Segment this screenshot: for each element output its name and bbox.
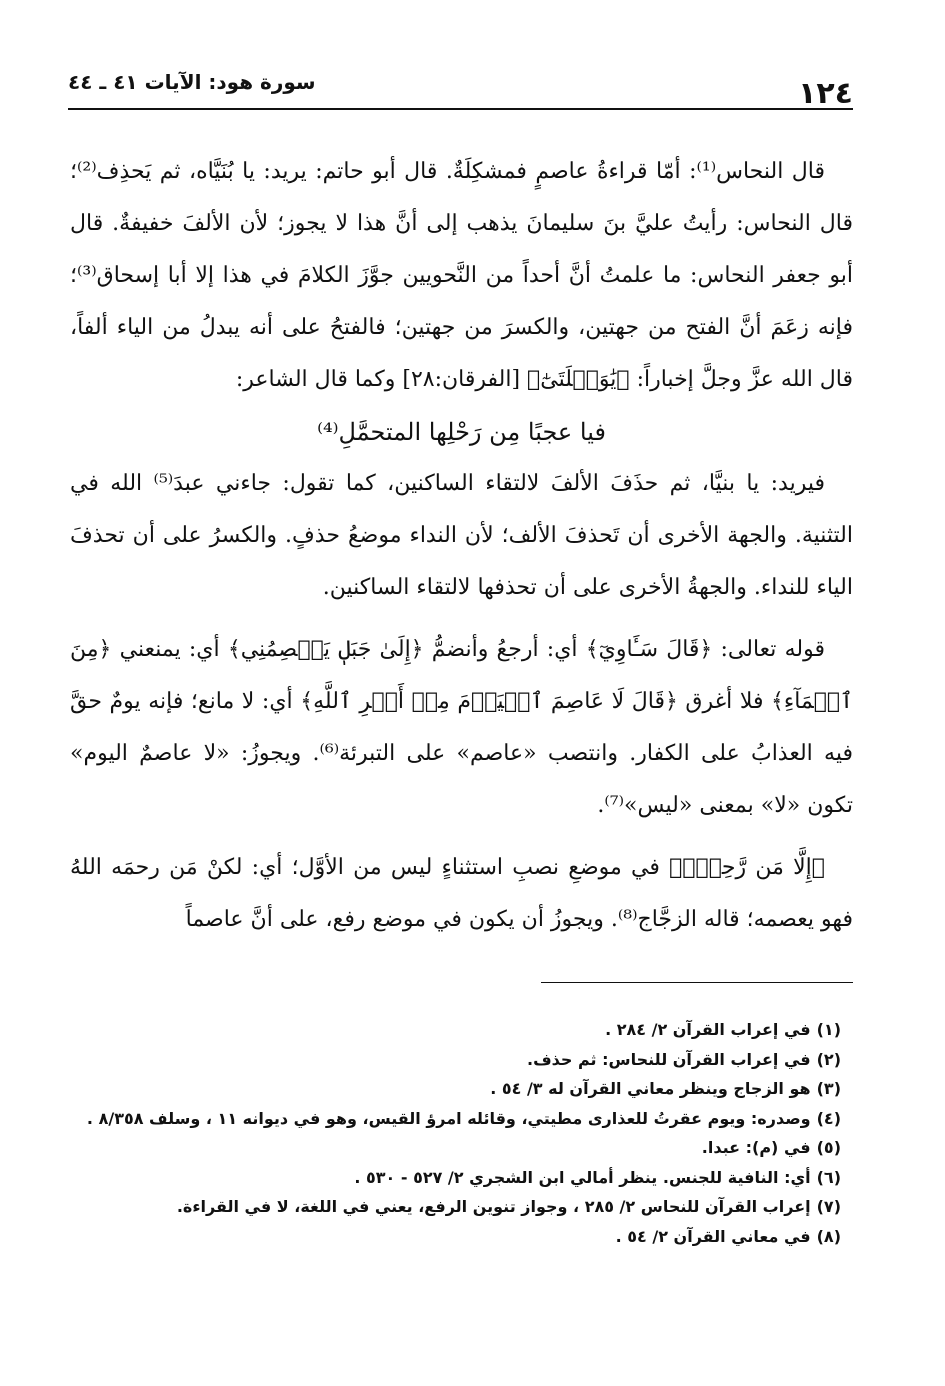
- footnotes: [70, 1015, 841, 1251]
- footnote-item: [70, 1045, 841, 1075]
- footnote-number: (٨): [816, 1226, 841, 1246]
- poetry-verse: فيا عجبًا مِن رَحْلِها المتحمَّلِ⁽⁴⁾: [317, 418, 606, 446]
- footnote-separator: [541, 982, 853, 983]
- footnote-item: [70, 1133, 841, 1163]
- running-title: سورة هود: الآيات ٤١ ـ ٤٤: [68, 70, 316, 94]
- footnote-number: (٥): [816, 1138, 841, 1157]
- page-number: ١٢٤: [798, 76, 853, 111]
- footnote-text: في معاني القرآن ٢/ ٥٤ .: [615, 1226, 811, 1246]
- footnote-text: في إعراب القرآن ٢/ ٢٨٤ .: [605, 1020, 811, 1039]
- footnote-text: في (م): عبدا.: [701, 1138, 811, 1157]
- footnote-item: [70, 1222, 841, 1252]
- footnote-text: إعراب القرآن للنحاس ٢/ ٢٨٥ ، وجواز تنوين الرفع، يعني في اللغة، لا في القراءة.: [176, 1197, 811, 1216]
- page-header: [68, 70, 853, 110]
- paragraph-gap: [70, 832, 853, 842]
- footnote-text: هو الزجاج وينظر معاني القرآن له ٣/ ٥٤ .: [490, 1079, 811, 1098]
- footnote-number: (٧): [816, 1197, 841, 1216]
- footnote-item: [70, 1192, 841, 1222]
- main-text: [70, 146, 853, 946]
- paragraph-1: قال النحاس⁽¹⁾: أمّا قراءةُ عاصمٍ فمشكِلَةٌ. قال أبو حاتم: يريد: يا بُنَيَّاه، ثم يَحذِف⁽²⁾؛ قال النحاس: رأيتُ عليَّ بنَ سليمانَ يذهب إلى أنَّ هذا لا يجوز؛ لأن الألفَ خفيفةٌ. قال أبو جعفر النحاس: ما علمتُ أنَّ أحداً من النَّحويين جوَّزَ الكلامَ في هذا إلا أبا إسحاق⁽³⁾؛ فإنه زعَمَ أنَّ الفتح من جهتين، والكسرَ من جهتين؛ فالفتحُ على أنه يبدلُ من الياء ألفاً، قال الله عزَّ وجلَّ إخباراً: ﴿يَٰوَيۡلَتَىٰٓ﴾ [الفرقان:٢٨] وكما قال الشاعر:: [70, 159, 853, 392]
- footnote-number: (٣): [816, 1079, 841, 1098]
- footnote-item: [70, 1163, 841, 1193]
- footnote-text: في إعراب القرآن للنحاس: ثم حذف.: [526, 1049, 811, 1069]
- footnote-item: [70, 1104, 841, 1134]
- paragraph-3: قوله تعالى: ﴿قَالَ سَـَٔاوِيٓ﴾ أي: أرجعُ وأنضمُّ ﴿إِلَىٰ جَبَلٖ يَعۡصِمُنِي﴾ أي: يمنعني ﴿مِنَ ٱلۡمَآءِ﴾ فلا أغرق ﴿قَالَ لَا عَاصِمَ ٱلۡيَوۡمَ مِنۡ أَمۡرِ ٱللَّهِ﴾ أي: لا مانع؛ فإنه يومٌ حقَّ فيه العذابُ على الكفار. وانتصب «عاصم» على التبرئة⁽⁶⁾. ويجوزُ: «لا عاصمٌ اليوم» تكون «لا» بمعنى «ليس»⁽⁷⁾.: [70, 637, 853, 818]
- paragraph-2: فيريد: يا بنيَّا، ثم حذَفَ الألفَ لالتقاء الساكنين، كما تقول: جاءني عبدَ⁽⁵⁾ الله في التثنية. والجهة الأخرى أن تَحذفَ الألف؛ لأن النداء موضعُ حذفٍ. والكسرُ على أن تحذفَ الياء للنداء. والجهةُ الأخرى على أن تحذفها لالتقاء الساكنين.: [70, 471, 853, 600]
- footnote-number: (٢): [816, 1049, 841, 1069]
- paragraph-gap: [70, 614, 853, 624]
- footnote-number: (١): [816, 1020, 841, 1039]
- footnote-text: أي: النافية للجنس. ينظر أمالي ابن الشجري ٢/ ٥٢٧ - ٥٣٠ .: [354, 1167, 811, 1187]
- paragraph-4: ﴿إِلَّا مَن رَّحِمَۚ﴾ في موضعِ نصبِ استثناءٍ ليس من الأوَّل؛ أي: لكنْ مَن رحمَه اللهُ فهو يعصمه؛ قاله الزجَّاج⁽⁸⁾. ويجوزُ أن يكون في موضع رفع، على أنَّ عاصماً: [70, 855, 853, 932]
- footnote-number: (٦): [816, 1167, 841, 1187]
- footnote-item: [70, 1015, 841, 1045]
- footnote-number: (٤): [816, 1108, 841, 1128]
- footnote-text: وصدره: ويوم عقرتُ للعذارى مطيتي، وقائله امرؤ القيس، وهو في ديوانه ١١ ، وسلف ٨/٣٥٨ .: [86, 1108, 811, 1128]
- footnote-item: [70, 1074, 841, 1104]
